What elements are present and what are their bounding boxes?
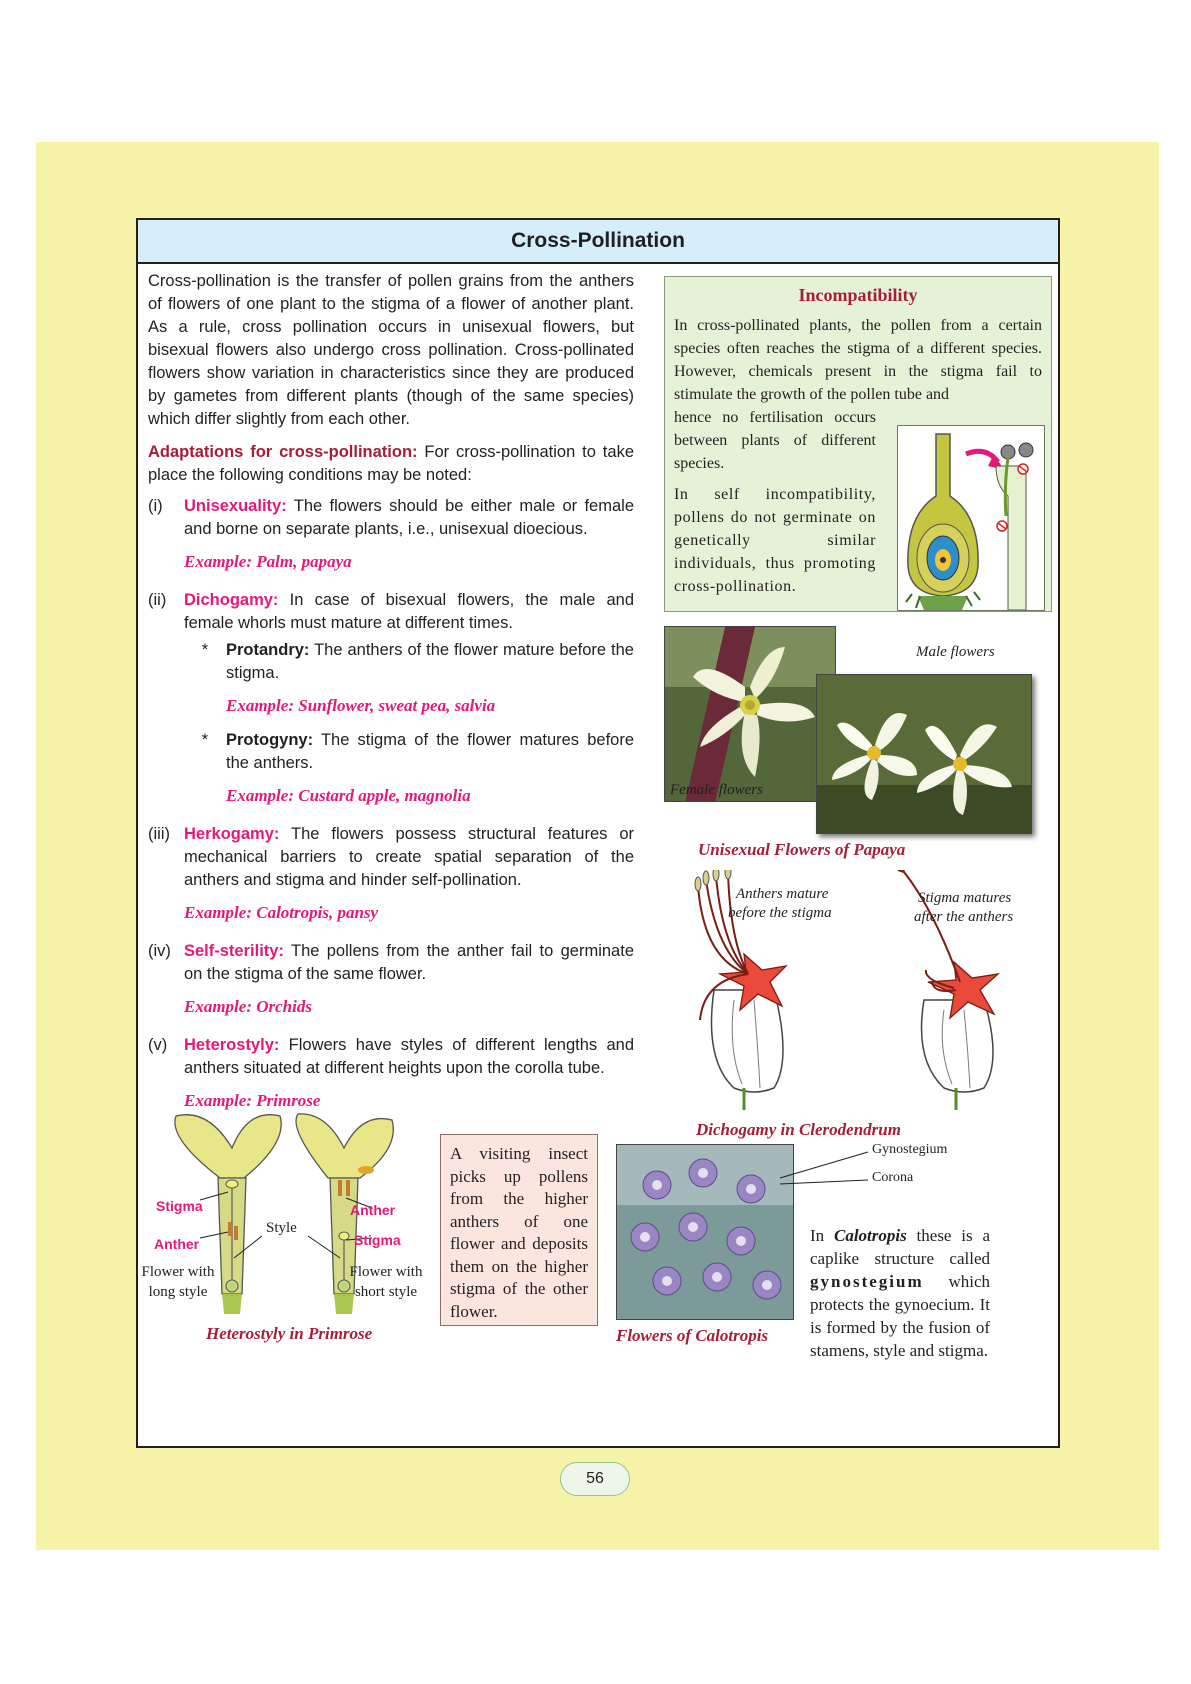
primrose-stigma-label: Stigma	[156, 1198, 203, 1214]
item-number: (iii)	[148, 825, 170, 843]
subitem-example: Example: Sunflower, sweat pea, salvia	[226, 696, 496, 715]
primrose-style-label: Style	[266, 1220, 297, 1236]
subitem	[184, 639, 634, 725]
item-text: In case of bisexual flowers, the male and female whorls must mature at different times.	[184, 591, 634, 632]
subitem-term: Protogyny:	[226, 731, 314, 749]
item-term: Dichogamy:	[184, 591, 279, 609]
calotropis-text-c: which protects the gynoecium. It is formed by the fusion of stamens, style and stigma.	[810, 1272, 990, 1360]
adaptations-paragraph	[148, 441, 634, 487]
incompatibility-title: Incompatibility	[798, 285, 918, 305]
primrose-stigma2-label: Stigma	[354, 1232, 401, 1248]
primrose-anther2-label: Anther	[350, 1202, 396, 1218]
female-flower-photo	[664, 626, 836, 802]
item-body	[184, 589, 634, 815]
item-body	[184, 495, 634, 581]
calotropis-name: Calotropis	[833, 1226, 907, 1245]
item-example: Example: Orchids	[184, 997, 312, 1016]
item-number: (v)	[148, 1036, 168, 1054]
female-flowers-label: Female flowers	[670, 782, 763, 798]
subitem-text: The stigma of the flower matures before the anthers.	[226, 731, 634, 772]
content-box	[136, 218, 1060, 1448]
male-flower-photo	[816, 674, 1032, 834]
subitem-term: Protandry:	[226, 641, 310, 659]
item-text: The flowers possess structural features or mechanical barriers to create spatial separation of the anthers and stigma and hinder self-pollination.	[184, 825, 634, 889]
calotropis-text-b: these is a caplike structure called	[810, 1226, 990, 1268]
calotropis-text	[810, 1224, 990, 1362]
male-flowers-label: Male flowers	[916, 644, 995, 660]
after-anthers-label: after the anthers	[914, 909, 1014, 925]
intro-paragraph: Cross-pollination is the transfer of pollen grains from the anthers of flowers of one plant to the stigma of a flower of another plant. As a rule, cross pollination occurs in unisexual flowers, but bisexual flowers also undergo cross pollination. Cross-pollinated flowers show variation in characteristics since they are produced by gametes from different plants (though of the same species) which differ slightly from each other.	[148, 272, 634, 428]
item-term: Herkogamy:	[184, 825, 280, 843]
item-term: Unisexuality:	[184, 497, 287, 515]
subitem	[184, 729, 634, 815]
long-style-line-1: Flower with	[141, 1264, 215, 1280]
item-example: Example: Primrose	[184, 1091, 321, 1110]
visiting-insect-box: A visiting insect picks up pollens from the higher anthers of one flower and deposits them on the higher stigma of the other flower.	[440, 1134, 598, 1326]
clerodendrum-illustration	[664, 870, 1054, 1110]
item-number: (ii)	[148, 591, 167, 609]
primrose-caption: Heterostyly in Primrose	[206, 1324, 373, 1343]
adaptations-label: Adaptations for cross-pollination:	[148, 443, 418, 461]
incompatibility-p1b: hence no fertilisation occurs between plants of different species.	[674, 409, 876, 472]
papaya-caption: Unisexual Flowers of Papaya	[698, 840, 906, 859]
calotropis-text-a: In	[810, 1226, 834, 1245]
subitem-example: Example: Custard apple, magnolia	[226, 786, 471, 805]
subitem-bullet: *	[201, 641, 209, 659]
short-style-line-1: Flower with	[349, 1264, 423, 1280]
list-item	[148, 823, 634, 932]
list-item	[148, 940, 634, 1026]
item-example: Example: Palm, papaya	[184, 552, 352, 571]
primrose-anther-label: Anther	[154, 1236, 200, 1252]
subitem-body	[226, 639, 634, 725]
item-number: (iv)	[148, 942, 171, 960]
item-text: Flowers have styles of different lengths and anthers situated at different heights upon the corolla tube.	[184, 1036, 634, 1077]
short-style-label	[344, 1262, 428, 1302]
item-text: The pollens from the anther fail to germinate on the stigma of the same flower.	[184, 942, 634, 983]
corona-label: Corona	[872, 1170, 914, 1185]
clerodendrum-caption: Dichogamy in Clerodendrum	[696, 1120, 901, 1139]
item-body	[184, 940, 634, 1026]
subitem-bullet: *	[201, 731, 209, 749]
subitem-body	[226, 729, 634, 815]
pollen-tube-illustration	[897, 425, 1045, 611]
long-style-label	[138, 1262, 218, 1302]
page-number: 56	[560, 1462, 630, 1496]
incompatibility-p2: In self incompatibility, pollens do not germinate on genetically similar individuals, thus promoting cross-pollination.	[674, 486, 876, 595]
left-column	[148, 270, 634, 1120]
subitem-text: The anthers of the flower mature before the stigma.	[226, 641, 634, 682]
anthers-mature-label: Anthers mature	[736, 886, 829, 902]
gynostegium-label: Gynostegium	[872, 1142, 948, 1157]
calotropis-caption: Flowers of Calotropis	[616, 1326, 769, 1345]
item-term: Self-sterility:	[184, 942, 284, 960]
gynostegium-term: gynostegium	[810, 1272, 924, 1291]
item-example: Example: Calotropis, pansy	[184, 903, 379, 922]
short-style-line-2: short style	[354, 1284, 418, 1300]
incompatibility-box	[664, 276, 1052, 612]
list-item	[148, 589, 634, 815]
item-term: Heterostyly:	[184, 1036, 280, 1054]
page-title: Cross-Pollination	[138, 220, 1058, 264]
incompatibility-p1: In cross-pollinated plants, the pollen from a certain species often reaches the stigma of a different species. However, chemicals present in the stigma fail to stimulate the growth of the pollen tube and	[674, 317, 1042, 403]
before-stigma-label: before the stigma	[728, 905, 832, 921]
item-text: The flowers should be either male or female and borne on separate plants, i.e., unisexual dioecious.	[184, 497, 634, 538]
long-style-line-2: long style	[148, 1284, 208, 1300]
calotropis-photo	[616, 1144, 794, 1320]
adaptations-text: For cross-pollination to take place the following conditions may be noted:	[148, 443, 634, 484]
item-body	[184, 823, 634, 932]
list-item	[148, 495, 634, 581]
stigma-matures-label: Stigma matures	[918, 890, 1012, 906]
item-number: (i)	[148, 497, 163, 515]
